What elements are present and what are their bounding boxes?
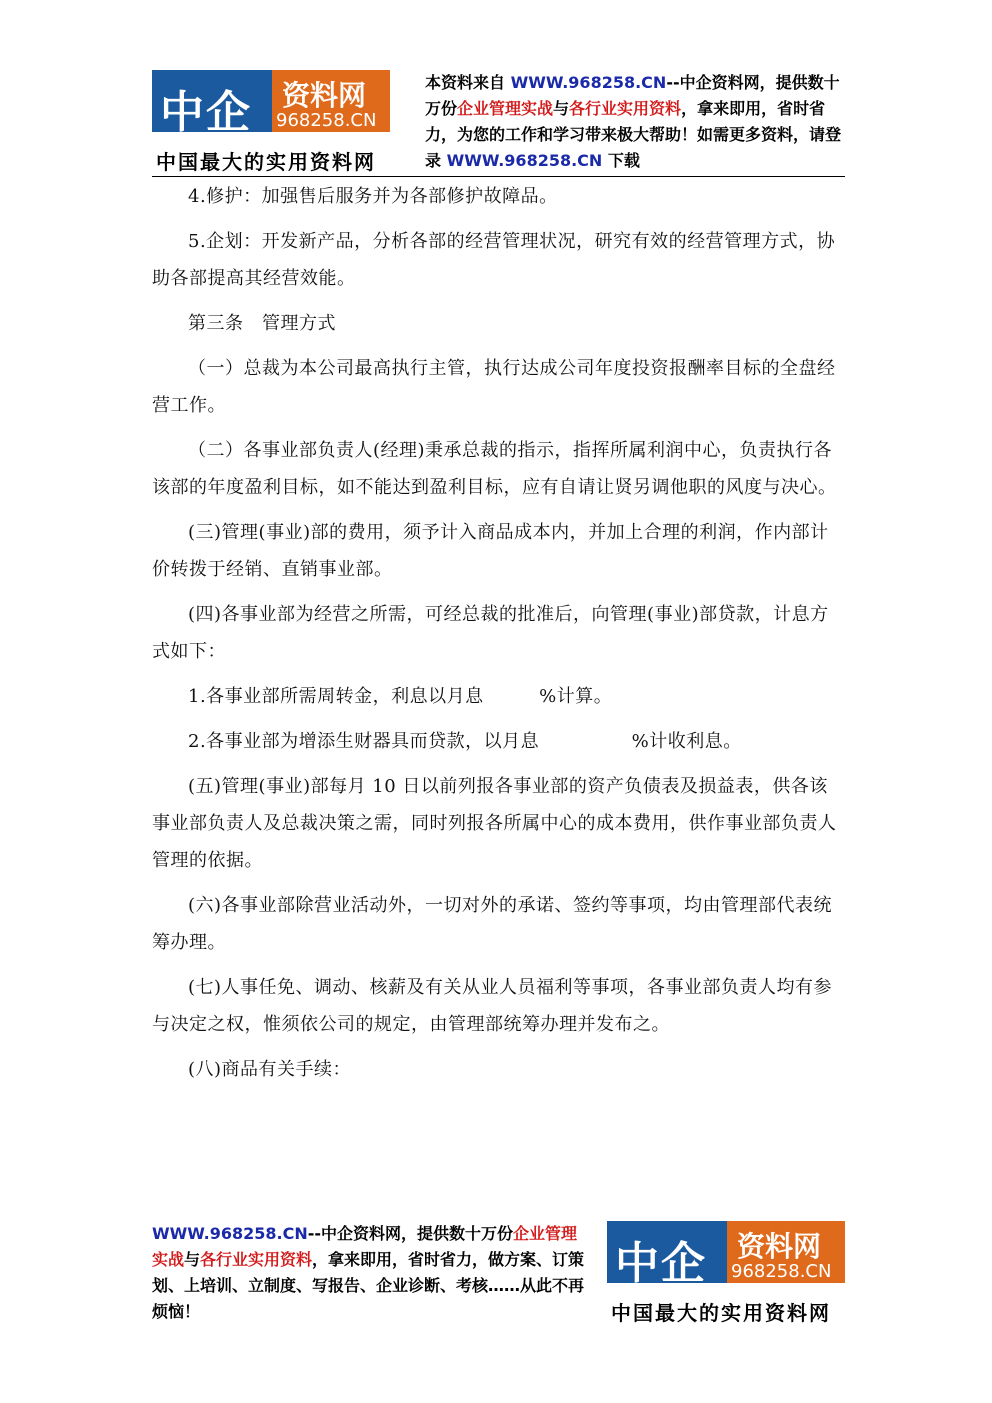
footer-url-link[interactable]: WWW.968258.CN — [152, 1224, 308, 1243]
paragraph-planning: 5.企划：开发新产品，分析各部的经营管理状况，研究有效的经营管理方式，协助各部提高其经营效能。 — [152, 231, 836, 289]
article-heading: 第三条 管理方式 — [188, 313, 336, 334]
logo-slogan: 中国最大的实用资料网 — [611, 1301, 831, 1325]
clause-3: (三)管理(事业)部的费用，须予计入商品成本内，并加上合理的利润，作内部计价转拨于经销、直销事业部。 — [152, 522, 829, 580]
site-logo — [152, 70, 390, 178]
clause-7: (七)人事任免、调动、核薪及有关从业人员福利等事项，各事业部负责人均有参与决定之权，惟须依公司的规定，由管理部统筹办理并发布之。 — [152, 977, 833, 1035]
clause-4-item-2: 2.各事业部为增添生财器具而贷款，以月息 %计收利息。 — [188, 731, 742, 752]
logo-url-text: 968258.CN — [276, 110, 377, 131]
footer-notice: WWW.968258.CN--中企资料网，提供数十万份企业管理实战与各行业实用资料，拿来即用，省时省力，做方案、订策划、上培训、立制度、写报告、企业诊断、考核……从此不再烦恼！ — [152, 1224, 585, 1321]
logo-slogan: 中国最大的实用资料网 — [156, 150, 376, 174]
clause-8: (八)商品有关手续： — [188, 1059, 352, 1080]
header-notice: 本资料来自 WWW.968258.CN--中企资料网，提供数十万份企业管理实战与各行业实用资料，拿来即用，省时省力，为您的工作和学习带来极大帮助！如需更多资料，请登录 WWW.968258.CN 下载 — [425, 73, 842, 170]
clause-1: （一）总裁为本公司最高执行主管，执行达成公司年度投资报酬率目标的全盘经营工作。 — [152, 358, 836, 416]
page-footer — [152, 1221, 847, 1325]
logo-name-text: 资料网 — [282, 79, 367, 112]
clause-2: （二）各事业部负责人(经理)秉承总裁的指示，指挥所属利润中心，负责执行各该部的年度盈利目标，如不能达到盈利目标，应有自请让贤另调他职的风度与决心。 — [152, 440, 837, 498]
page-header — [152, 70, 847, 176]
footer-logo — [607, 1221, 845, 1329]
clause-4: (四)各事业部为经营之所需，可经总裁的批准后，向管理(事业)部贷款，计息方式如下： — [152, 604, 829, 662]
paragraph-repair: 4.修护：加强售后服务并为各部修护故障品。 — [188, 186, 558, 207]
header-divider — [152, 176, 845, 177]
clause-6: (六)各事业部除营业活动外，一切对外的承诺、签约等事项，均由管理部代表统筹办理。 — [152, 895, 833, 953]
clause-4-item-1: 1.各事业部所需周转金，利息以月息 %计算。 — [188, 686, 613, 707]
document-body — [152, 178, 845, 1088]
header-url-link-2[interactable]: WWW.968258.CN — [446, 151, 603, 170]
logo-name-text: 资料网 — [737, 1230, 822, 1263]
clause-5: (五)管理(事业)部每月 10 日以前列报各事业部的资产负债表及损益表，供各该事业部负责人及总裁决策之需，同时列报各所属中心的成本费用，供作事业部负责人管理的依据。 — [152, 776, 837, 871]
logo-url-text: 968258.CN — [731, 1261, 832, 1282]
logo-big-text: 中企 — [160, 87, 252, 138]
logo-big-text: 中企 — [615, 1238, 707, 1289]
header-url-link[interactable]: WWW.968258.CN — [510, 73, 667, 92]
